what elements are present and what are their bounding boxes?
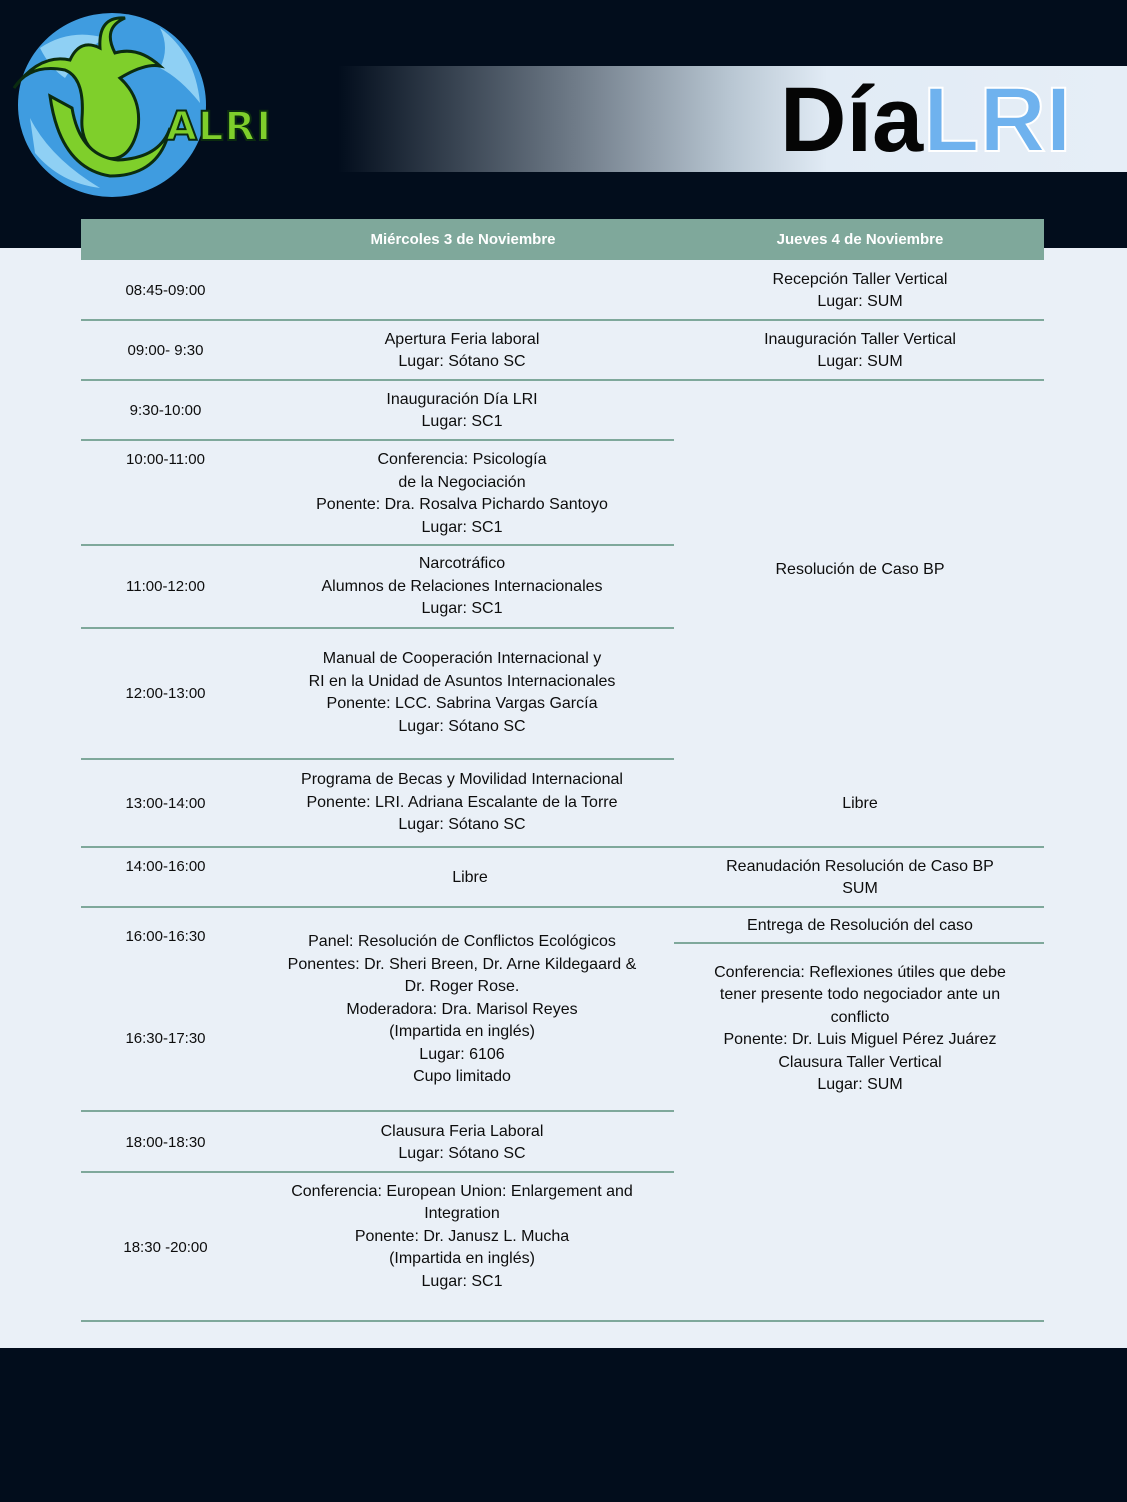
row-divider — [81, 1320, 1044, 1322]
event-resolucion-caso: Resolución de Caso BP — [775, 560, 945, 578]
row-divider — [81, 906, 1044, 908]
event-reflexiones-conferencia: Conferencia: Reflexiones útiles que debe tener presente todo negociador ante un conflicto Ponente: Dr. Luis Miguel Pérez Juárez Clausura Taller Vertical Lugar: SUM — [714, 963, 1006, 1093]
time-slot: 10:00-11:00 — [126, 451, 205, 468]
bottom-band — [0, 1348, 1127, 1502]
event-psicologia-negociacion: Conferencia: Psicología de la Negociación Ponente: Dra. Rosalva Pichardo Santoyo Lugar: SC1 — [316, 451, 608, 536]
logo-text: ALRI — [166, 104, 273, 150]
alri-logo — [10, 8, 290, 198]
time-slot: 14:00-16:00 — [125, 858, 206, 875]
row-divider — [81, 439, 674, 441]
row-divider — [81, 758, 674, 760]
time-slot: 16:00-16:30 — [125, 928, 206, 945]
event-clausura-feria: Clausura Feria Laboral Lugar: Sótano SC — [380, 1122, 544, 1162]
event-european-union: Conferencia: European Union: Enlargement and Integration Ponente: Dr. Janusz L. Mucha (Impartida en inglés) Lugar: SC1 — [291, 1182, 633, 1290]
page-title — [780, 69, 1072, 171]
header-thursday: Jueves 4 de Noviembre — [776, 231, 944, 248]
event-inauguracion-taller: Inauguración Taller Vertical Lugar: SUM — [764, 330, 956, 370]
time-slot: 09:00- 9:30 — [127, 342, 204, 359]
row-divider — [81, 1171, 674, 1173]
row-divider — [81, 379, 1044, 381]
row-divider — [81, 544, 674, 546]
event-recepcion-taller: Recepción Taller Vertical Lugar: SUM — [772, 270, 948, 310]
time-slot: 16:30-17:30 — [125, 1030, 206, 1047]
row-divider — [81, 1110, 674, 1112]
time-slot: 9:30-10:00 — [129, 402, 202, 419]
event-narcotrafico: Narcotráfico Alumnos de Relaciones Internacionales Lugar: SC1 — [321, 555, 603, 618]
globe-logo-icon — [10, 8, 290, 198]
time-slot: 18:30 -20:00 — [123, 1239, 208, 1256]
time-slot: 18:00-18:30 — [125, 1134, 206, 1151]
time-slot: 08:45-09:00 — [125, 282, 206, 299]
title-lri: LRI — [923, 69, 1072, 171]
row-divider — [81, 627, 674, 629]
event-apertura-feria: Apertura Feria laboral Lugar: Sótano SC — [384, 330, 540, 370]
time-slot: 11:00-12:00 — [126, 578, 205, 595]
row-divider — [81, 846, 1044, 848]
title-dia: Día — [780, 69, 924, 171]
event-entrega-resolucion: Entrega de Resolución del caso — [747, 916, 973, 934]
event-programa-becas: Programa de Becas y Movilidad Internacional Ponente: LRI. Adriana Escalante de la Torre Lugar: Sótano SC — [301, 771, 623, 834]
event-reanudacion-resolucion: Reanudación Resolución de Caso BP SUM — [726, 857, 994, 897]
event-libre-wednesday: Libre — [452, 868, 488, 886]
event-inauguracion-dia-lri: Inauguración Día LRI Lugar: SC1 — [386, 390, 538, 430]
time-slot: 13:00-14:00 — [125, 795, 206, 812]
schedule-header — [81, 219, 1044, 260]
event-manual-cooperacion: Manual de Cooperación Internacional y RI en la Unidad de Asuntos Internacionales Ponente: LCC. Sabrina Vargas García Lugar: Sótano SC — [308, 650, 616, 735]
header-wednesday: Miércoles 3 de Noviembre — [370, 231, 556, 248]
time-slot: 12:00-13:00 — [125, 685, 206, 702]
event-libre-thursday: Libre — [842, 794, 878, 812]
row-divider — [674, 942, 1044, 944]
row-divider — [81, 319, 1044, 321]
event-panel-conflictos: Panel: Resolución de Conflictos Ecológicos Ponentes: Dr. Sheri Breen, Dr. Arne Kildegaard & Dr. Roger Rose. Moderadora: Dra. Marisol Reyes (Impartida en inglés) Lugar: 6106 Cupo limitado — [287, 933, 637, 1086]
